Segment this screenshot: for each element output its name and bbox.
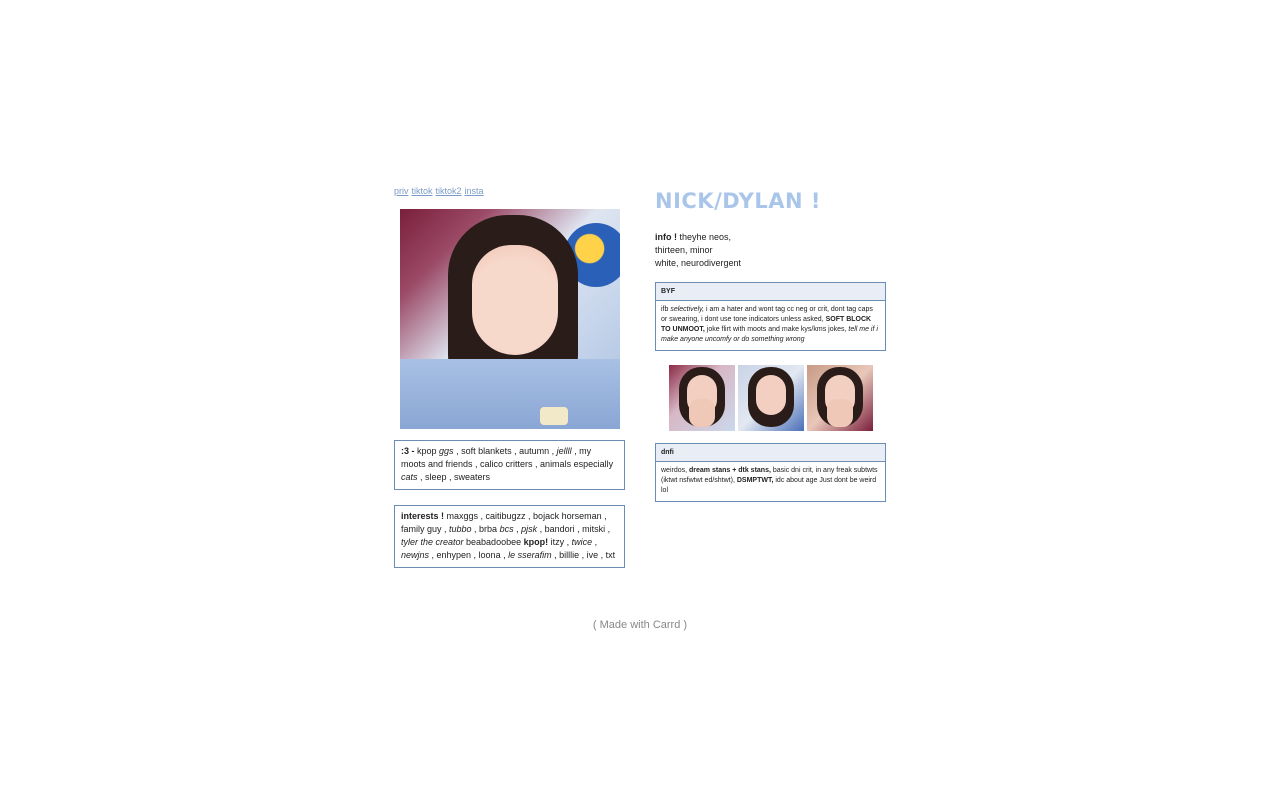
dnfi-body	[656, 462, 885, 501]
face-shape	[472, 245, 558, 355]
hand-shape	[689, 399, 715, 427]
dnfi-text: basic dni crit, in any freak subtwts (iktwt nsfwtwt ed/shtwt),	[661, 467, 878, 484]
likes-text: cats	[401, 472, 418, 482]
byf-title: BYF	[656, 283, 885, 301]
dnfi-text: dream stans + dtk stans,	[689, 467, 771, 474]
info-label: info !	[655, 232, 677, 242]
byf-text: SOFT BLOCK TO UNMOOT,	[661, 316, 872, 333]
made-with-carrd-link[interactable]: ( Made with Carrd )	[592, 619, 688, 631]
interests-text: kpop!	[523, 537, 549, 547]
info-section	[655, 231, 886, 270]
interests-text: beabadoobee	[463, 537, 524, 547]
info-line: white, neurodivergent	[655, 258, 742, 268]
interests-text: newjns	[401, 550, 430, 560]
face-shape	[756, 375, 786, 415]
left-column	[394, 184, 625, 568]
likes-text: kpop	[417, 446, 440, 456]
dnfi-panel	[655, 443, 886, 502]
social-links	[394, 185, 625, 199]
interests-label-text: interests !	[401, 511, 445, 521]
byf-text: ifb	[661, 306, 671, 313]
interests-text: , billlie , ive , txt	[551, 550, 616, 560]
likes-box	[394, 440, 625, 490]
likes-prefix: :3 -	[401, 446, 415, 456]
interests-text: maxggs , caitibugzz , bojack horseman , family guy ,	[401, 511, 607, 534]
likes-text: , my moots and friends , calico critters , animals especially	[401, 446, 614, 469]
byf-body	[656, 301, 885, 350]
profile-photo	[400, 209, 620, 429]
link-priv[interactable]: priv	[394, 186, 409, 196]
interests-text: le sserafim	[508, 550, 552, 560]
interests-text: pjsk	[521, 524, 538, 534]
likes-text: jellll	[556, 446, 572, 456]
interests-text: itzy ,	[548, 537, 572, 547]
likes-text: , soft blankets , autumn ,	[453, 446, 557, 456]
interests-box	[394, 505, 625, 568]
interests-text: , brba	[471, 524, 500, 534]
link-insta[interactable]: insta	[464, 186, 484, 196]
interests-text: , bandori , mitski ,	[537, 524, 611, 534]
interests-text: bcs	[499, 524, 514, 534]
link-tiktok2[interactable]: tiktok2	[435, 186, 462, 196]
right-column	[655, 184, 886, 502]
link-tiktok[interactable]: tiktok	[411, 186, 433, 196]
interests-text: , enhypen , loona ,	[429, 550, 509, 560]
byf-text: selectively,	[670, 306, 705, 313]
byf-text: tell me if i make anyone uncomfy or do something wrong	[661, 326, 878, 343]
footer	[0, 619, 1280, 631]
dnfi-title: dnfi	[656, 444, 885, 462]
byf-text: joke flirt with moots and make kys/kms jokes,	[704, 326, 849, 333]
dnfi-text: weirdos,	[661, 467, 690, 474]
interests-text: tubbo	[449, 524, 472, 534]
interests-label	[401, 511, 444, 521]
gallery-photo	[807, 365, 873, 431]
bow-shape	[540, 407, 568, 425]
gallery-photo	[669, 365, 735, 431]
gallery-photo	[738, 365, 804, 431]
info-line: thirteen, minor	[655, 245, 713, 255]
dnfi-text: DSMPTWT,	[736, 477, 774, 484]
hand-shape	[827, 399, 853, 427]
interests-text: ,	[592, 537, 598, 547]
info-line: theyhe neos,	[679, 232, 732, 242]
page-title: NICK/DYLAN !	[655, 189, 821, 213]
byf-text: i am a hater and wont tag cc neg or crit, dont tag caps or swearing, i dont use tone indicators unless asked,	[661, 306, 873, 323]
sweater-shape	[400, 359, 620, 429]
photo-gallery	[655, 365, 886, 431]
byf-panel	[655, 282, 886, 351]
dnfi-text: idc about age Just dont be weird lol	[661, 477, 877, 494]
likes-text: , sleep , sweaters	[417, 472, 491, 482]
interests-text: twice	[571, 537, 593, 547]
interests-text: ,	[513, 524, 522, 534]
interests-text: tyler the creator	[401, 537, 464, 547]
likes-text: ggs	[439, 446, 454, 456]
